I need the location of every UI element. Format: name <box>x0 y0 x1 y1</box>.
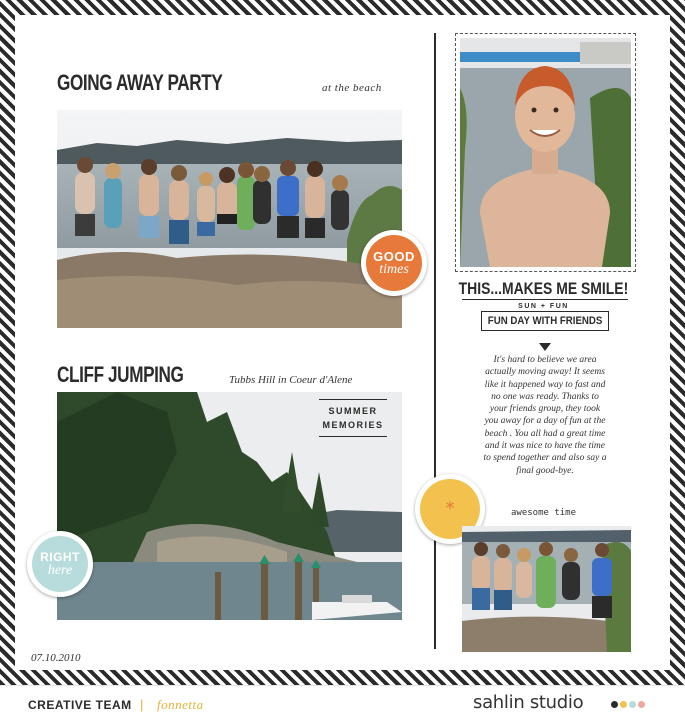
down-triangle-icon <box>539 343 551 351</box>
summer-memories-line1: SUMMER <box>328 406 378 416</box>
at-the-beach-subtitle: at the beach <box>322 82 382 94</box>
awesome-time-signoff: awesome time <box>510 508 577 518</box>
brand-dot-dark <box>611 701 618 708</box>
good-times-badge <box>361 230 427 296</box>
right-here-badge <box>27 531 93 597</box>
summer-memories-line2: MEMORIES <box>322 420 384 430</box>
footer-separator: | <box>140 697 144 712</box>
portrait-photo <box>460 38 631 267</box>
cliff-jumping-title: CLIFF JUMPING <box>57 362 184 387</box>
good-times-badge-line2: times <box>379 261 409 277</box>
journal-text: It's hard to believe we area actually moving away! It seems like it happened way to fast and no one was ready. Thanks to your friends group, they took you away for a day of fun at the beach . You all had a great time and it was nice to have the time to spend together and also say a final good-bye. <box>483 355 607 476</box>
sahlin-studio-logo: sahlin studio <box>473 692 584 713</box>
headline-text: THIS...MAKES ME SMILE! <box>458 279 629 298</box>
right-here-badge-line2: here <box>47 562 73 578</box>
sun-fun-tagline: SUN + FUN <box>518 303 569 310</box>
headline-rule <box>462 299 628 300</box>
footer-bar <box>0 685 685 721</box>
fun-day-label-box <box>481 311 609 331</box>
summer-memories-top-rule <box>319 399 387 400</box>
brand-dot-teal <box>629 701 636 708</box>
fun-day-label-text: FUN DAY WITH FRIENDS <box>487 315 603 327</box>
right-here-badge-line1: RIGHT <box>40 549 80 564</box>
friends-group-photo <box>462 526 631 652</box>
good-times-badge-line1: GOOD <box>373 248 415 264</box>
creative-team-label: CREATIVE TEAM <box>28 698 132 712</box>
tubbs-hill-subtitle: Tubbs Hill in Coeur d'Alene <box>229 374 353 386</box>
date-label: 07.10.2010 <box>31 652 81 664</box>
brand-dot-yellow <box>620 701 627 708</box>
headline-wrapper <box>436 279 651 299</box>
summer-memories-bottom-rule <box>319 436 387 437</box>
center-divider <box>434 33 436 649</box>
brand-dot-pink <box>638 701 645 708</box>
beach-group-photo <box>57 110 402 328</box>
going-away-party-title: GOING AWAY PARTY <box>57 70 223 95</box>
designer-name: fonnetta <box>157 697 204 712</box>
asterisk-icon: * <box>445 498 455 519</box>
